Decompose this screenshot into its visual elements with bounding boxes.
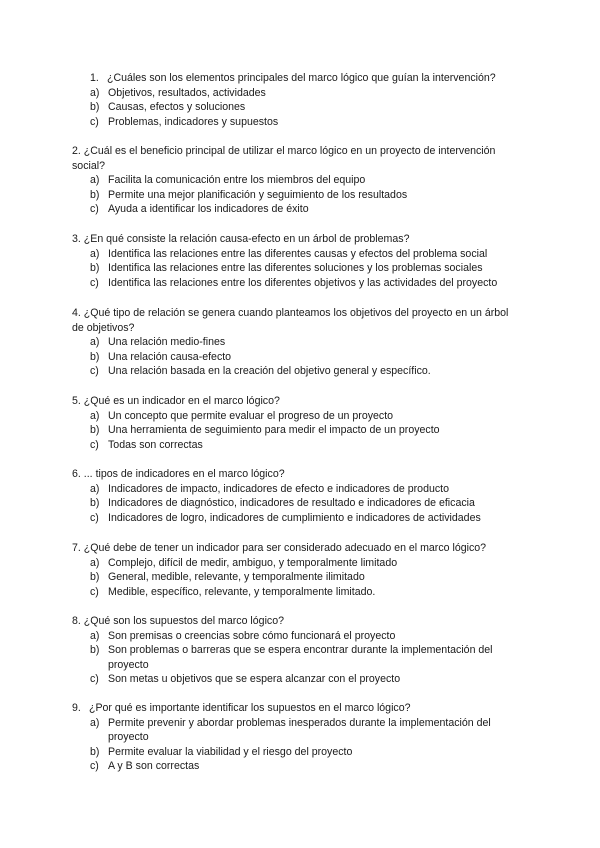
option-text: Una herramienta de seguimiento para medir el impacto de un proyecto xyxy=(108,424,440,437)
question-number: 4. xyxy=(72,307,81,319)
option-text: A y B son correctas xyxy=(108,760,200,773)
question-1 xyxy=(72,71,520,129)
question-prompt: ¿Qué debe de tener un indicador para ser considerado adecuado en el marco lógico? xyxy=(83,542,487,554)
option-letter: c) xyxy=(90,673,99,686)
option-letter: c) xyxy=(90,203,99,216)
option-text: General, medible, relevante, y temporalmente ilimitado xyxy=(108,571,365,584)
option-letter: b) xyxy=(90,350,100,363)
question-prompt: ¿Cuál es el beneficio principal de utilizar el marco lógico en un proyecto de intervención social? xyxy=(72,145,496,172)
option-a xyxy=(90,335,520,350)
question-number: 5. xyxy=(72,395,81,407)
options-list xyxy=(72,86,520,130)
option-letter: c) xyxy=(90,365,99,378)
option-letter: a) xyxy=(90,86,100,99)
option-text: Complejo, difícil de medir, ambiguo, y temporalmente limitado xyxy=(108,556,398,569)
question-number: 9. xyxy=(72,702,81,714)
options-list xyxy=(72,409,520,453)
option-letter: b) xyxy=(90,101,100,114)
question-8 xyxy=(72,614,520,687)
option-text: Una relación basada en la creación del objetivo general y específico. xyxy=(108,365,431,378)
options-list xyxy=(72,247,520,291)
option-text: Permite prevenir y abordar problemas inesperados durante la implementación del proyecto xyxy=(108,716,491,744)
option-letter: a) xyxy=(90,247,100,260)
option-letter: a) xyxy=(90,336,100,349)
option-letter: b) xyxy=(90,571,100,584)
option-b xyxy=(90,496,520,511)
option-c xyxy=(90,585,520,600)
option-text: Una relación causa-efecto xyxy=(108,350,232,363)
question-text xyxy=(72,144,520,173)
options-list xyxy=(72,173,520,217)
question-prompt: ¿Cuáles son los elementos principales del marco lógico que guían la intervención? xyxy=(107,72,496,84)
option-a xyxy=(90,716,520,745)
question-prompt: ¿Qué es un indicador en el marco lógico? xyxy=(83,395,280,407)
option-a xyxy=(90,86,520,101)
option-c xyxy=(90,759,520,774)
option-c xyxy=(90,672,520,687)
question-prompt: ¿Por qué es importante identificar los supuestos en el marco lógico? xyxy=(89,702,411,714)
question-9 xyxy=(72,701,520,774)
option-letter: a) xyxy=(90,174,100,187)
option-letter: c) xyxy=(90,585,99,598)
options-list xyxy=(72,716,520,774)
question-3 xyxy=(72,232,520,290)
options-list xyxy=(72,482,520,526)
option-text: Facilita la comunicación entre los miembros del equipo xyxy=(108,174,366,187)
option-c xyxy=(90,202,520,217)
option-c xyxy=(90,115,520,130)
option-letter: a) xyxy=(90,409,100,422)
option-letter: a) xyxy=(90,482,100,495)
option-letter: c) xyxy=(90,276,99,289)
option-letter: b) xyxy=(90,188,100,201)
option-text: Medible, específico, relevante, y temporalmente limitado. xyxy=(108,585,376,598)
option-text: Permite evaluar la viabilidad y el riesgo del proyecto xyxy=(108,745,353,758)
option-letter: a) xyxy=(90,629,100,642)
option-text: Todas son correctas xyxy=(108,438,203,451)
option-a xyxy=(90,173,520,188)
question-prompt: ... tipos de indicadores en el marco lógico? xyxy=(83,468,285,480)
options-list xyxy=(72,629,520,687)
option-letter: c) xyxy=(90,511,99,524)
option-text: Problemas, indicadores y supuestos xyxy=(108,115,279,128)
question-prompt: ¿En qué consiste la relación causa-efecto en un árbol de problemas? xyxy=(83,233,410,245)
option-text: Son metas u objetivos que se espera alcanzar con el proyecto xyxy=(108,673,401,686)
option-letter: c) xyxy=(90,115,99,128)
option-c xyxy=(90,276,520,291)
option-b xyxy=(90,261,520,276)
question-5 xyxy=(72,394,520,452)
option-b xyxy=(90,100,520,115)
option-text: Objetivos, resultados, actividades xyxy=(108,86,266,99)
question-text xyxy=(72,306,520,335)
question-2 xyxy=(72,144,520,217)
option-a xyxy=(90,629,520,644)
question-text xyxy=(72,701,520,716)
option-text: Identifica las relaciones entre los diferentes objetivos y las actividades del proyecto xyxy=(108,276,498,289)
question-text xyxy=(72,71,520,86)
option-c xyxy=(90,511,520,526)
option-c xyxy=(90,438,520,453)
question-number: 8. xyxy=(72,615,81,627)
option-letter: b) xyxy=(90,497,100,510)
option-letter: b) xyxy=(90,262,100,275)
option-letter: b) xyxy=(90,424,100,437)
question-6 xyxy=(72,467,520,525)
option-text: Una relación medio-fines xyxy=(108,336,226,349)
question-prompt: ¿Qué tipo de relación se genera cuando planteamos los objetivos del proyecto en un árbol de objetivos? xyxy=(72,307,509,334)
option-letter: a) xyxy=(90,716,100,729)
question-text xyxy=(72,541,520,556)
option-letter: b) xyxy=(90,644,100,657)
option-letter: b) xyxy=(90,745,100,758)
question-text xyxy=(72,614,520,629)
options-list xyxy=(72,335,520,379)
option-text: Ayuda a identificar los indicadores de éxito xyxy=(108,203,309,216)
option-text: Indicadores de impacto, indicadores de efecto e indicadores de producto xyxy=(108,482,449,495)
option-text: Permite una mejor planificación y seguimiento de los resultados xyxy=(108,188,408,201)
option-a xyxy=(90,409,520,424)
question-text xyxy=(72,467,520,482)
option-b xyxy=(90,570,520,585)
option-b xyxy=(90,745,520,760)
option-text: Identifica las relaciones entre las diferentes causas y efectos del problema social xyxy=(108,247,488,260)
option-b xyxy=(90,643,520,672)
option-letter: c) xyxy=(90,438,99,451)
option-text: Causas, efectos y soluciones xyxy=(108,101,246,114)
question-number: 3. xyxy=(72,233,81,245)
question-text xyxy=(72,232,520,247)
question-number: 7. xyxy=(72,542,81,554)
option-letter: a) xyxy=(90,556,100,569)
option-c xyxy=(90,364,520,379)
question-prompt: ¿Qué son los supuestos del marco lógico? xyxy=(83,615,285,627)
question-4 xyxy=(72,306,520,379)
option-letter: c) xyxy=(90,760,99,773)
option-text: Identifica las relaciones entre las diferentes soluciones y los problemas sociales xyxy=(108,262,483,275)
option-a xyxy=(90,556,520,571)
question-text xyxy=(72,394,520,409)
option-text: Son premisas o creencias sobre cómo funcionará el proyecto xyxy=(108,629,396,642)
option-text: Son problemas o barreras que se espera encontrar durante la implementación del proyecto xyxy=(108,644,493,671)
question-7 xyxy=(72,541,520,599)
option-text: Un concepto que permite evaluar el progreso de un proyecto xyxy=(108,409,394,422)
option-a xyxy=(90,482,520,497)
option-text: Indicadores de diagnóstico, indicadores de resultado e indicadores de eficacia xyxy=(108,497,475,510)
question-number: 6. xyxy=(72,468,81,480)
option-text: Indicadores de logro, indicadores de cumplimiento e indicadores de actividades xyxy=(108,511,481,524)
option-a xyxy=(90,247,520,262)
option-b xyxy=(90,423,520,438)
question-number: 1. xyxy=(90,72,99,84)
options-list xyxy=(72,556,520,600)
option-b xyxy=(90,350,520,365)
question-number: 2. xyxy=(72,145,81,157)
option-b xyxy=(90,188,520,203)
